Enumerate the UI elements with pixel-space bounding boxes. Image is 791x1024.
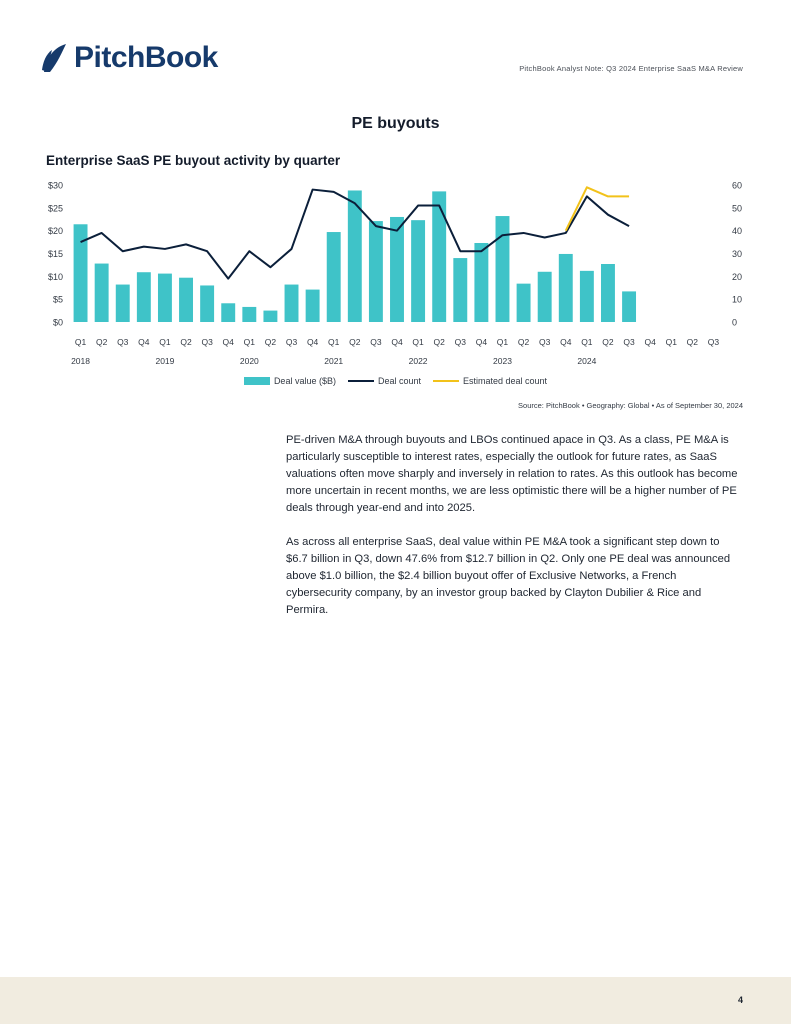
x-tick-label: Q4 xyxy=(222,337,234,347)
x-year-label: 2019 xyxy=(155,356,175,366)
x-year-label: 2021 xyxy=(324,356,344,366)
x-year-label: 2018 xyxy=(71,356,91,366)
section-title: PE buyouts xyxy=(351,115,440,132)
x-tick-label: Q2 xyxy=(264,337,277,347)
page-footer xyxy=(0,977,791,1024)
x-tick-label: Q1 xyxy=(328,337,340,347)
x-tick-label: Q2 xyxy=(433,337,445,347)
y-left-tick-label: $20 xyxy=(47,226,63,237)
bar-deal-value xyxy=(242,307,256,322)
legend-swatch-line xyxy=(348,380,374,382)
legend-label: Estimated deal count xyxy=(463,376,548,386)
legend-swatch-bar xyxy=(244,377,270,385)
x-tick-label: Q3 xyxy=(201,337,213,347)
y-right-tick-label: 40 xyxy=(732,226,743,237)
x-tick-label: Q3 xyxy=(370,337,382,347)
legend-label: Deal value ($B) xyxy=(273,376,336,386)
pitchbook-logo xyxy=(40,40,218,76)
y-right-tick-label: 50 xyxy=(732,203,743,214)
bar-deal-value xyxy=(116,285,130,322)
x-tick-label: Q2 xyxy=(686,337,699,347)
legend-item-deal-count xyxy=(348,376,421,386)
x-tick-label: Q4 xyxy=(475,337,488,347)
x-tick-label: Q1 xyxy=(496,337,509,347)
y-axis-right xyxy=(732,181,742,328)
y-axis-left xyxy=(48,181,63,328)
y-left-tick-label: $15 xyxy=(47,249,63,259)
legend-label: Deal count xyxy=(377,376,421,386)
y-right-tick-label: 0 xyxy=(732,317,738,328)
bar-deal-value xyxy=(622,291,636,322)
x-tick-label: Q4 xyxy=(644,337,656,347)
x-tick-label: Q3 xyxy=(539,337,551,347)
x-tick-label: Q4 xyxy=(560,337,572,347)
buyout-activity-chart xyxy=(0,172,791,372)
chart-legend xyxy=(0,376,791,386)
bar-deal-value xyxy=(538,272,552,322)
bar-deal-value xyxy=(453,258,467,322)
legend-item-deal-value xyxy=(244,376,336,386)
x-tick-label: Q4 xyxy=(391,337,403,347)
y-left-tick-label: $0 xyxy=(52,317,63,328)
x-tick-label: Q2 xyxy=(95,337,108,347)
x-tick-label: Q4 xyxy=(138,337,150,347)
legend-swatch-estimated xyxy=(433,380,459,382)
chart-title: Enterprise SaaS PE buyout activity by quarter xyxy=(46,153,341,168)
x-tick-label: Q1 xyxy=(665,337,677,347)
bar-deal-value xyxy=(390,217,404,322)
header-note: PitchBook Analyst Note: Q3 2024 Enterprise SaaS M&A Review xyxy=(519,64,743,73)
x-tick-label: Q3 xyxy=(285,337,298,347)
bar-deal-value xyxy=(327,232,341,322)
bar-deal-value xyxy=(221,303,235,322)
x-tick-label: Q1 xyxy=(159,337,171,347)
bar-deal-value xyxy=(285,285,299,322)
bar-deal-value xyxy=(601,264,615,322)
body-text xyxy=(286,432,744,636)
bar-deal-value xyxy=(580,271,594,322)
bar-deal-value xyxy=(95,264,109,322)
y-left-tick-label: $5 xyxy=(52,294,63,305)
x-tick-label: Q1 xyxy=(74,337,87,347)
bar-deal-value xyxy=(306,290,320,322)
x-tick-label: Q3 xyxy=(623,337,635,347)
y-left-tick-label: $30 xyxy=(47,180,63,191)
x-tick-label: Q4 xyxy=(306,337,319,347)
paragraph: As across all enterprise SaaS, deal value within PE M&A took a significant step down to $6.7 billion in Q3, down 47.6% from $12.7 billion in Q2. Only one PE deal was announced above $1.0 billion, the $2.4 billion buyout offer of Exclusive Networks, a French cybersecurity company, by an investor group backed by Clayton Dubilier & Rice and Permira. xyxy=(286,536,731,616)
bar-deal-value xyxy=(559,254,573,322)
bar-deal-value xyxy=(179,278,193,322)
x-tick-label: Q1 xyxy=(412,337,424,347)
x-axis-labels xyxy=(71,337,719,366)
x-year-label: 2020 xyxy=(239,356,259,366)
bar-deal-value xyxy=(369,221,383,322)
bar-deal-value xyxy=(432,191,446,322)
pitchbook-leaf-icon xyxy=(40,42,70,74)
chart-source: Source: PitchBook • Geography: Global • As of September 30, 2024 xyxy=(518,401,743,410)
x-tick-label: Q2 xyxy=(517,337,530,347)
x-tick-label: Q1 xyxy=(581,337,593,347)
y-right-tick-label: 10 xyxy=(732,294,743,305)
x-tick-label: Q3 xyxy=(707,337,720,347)
bar-deal-value xyxy=(263,311,277,322)
bar-deal-value xyxy=(474,243,488,322)
x-year-label: 2022 xyxy=(408,356,428,366)
bar-deal-value xyxy=(411,220,425,322)
page-number: 4 xyxy=(737,995,743,1005)
y-right-tick-label: 60 xyxy=(732,180,743,191)
bar-deal-value xyxy=(137,272,151,322)
y-left-tick-label: $25 xyxy=(47,203,63,214)
bar-deal-value xyxy=(200,285,214,322)
bar-deal-value xyxy=(158,274,172,322)
x-tick-label: Q2 xyxy=(349,337,361,347)
y-right-tick-label: 20 xyxy=(732,271,743,282)
x-year-label: 2023 xyxy=(493,356,512,366)
x-tick-label: Q1 xyxy=(243,337,255,347)
x-tick-label: Q2 xyxy=(602,337,614,347)
y-right-tick-label: 30 xyxy=(732,249,743,259)
bar-deal-value xyxy=(496,216,510,322)
bar-deal-value xyxy=(348,190,362,322)
x-year-label: 2024 xyxy=(577,356,597,366)
line-estimated-deal-count xyxy=(566,187,629,230)
x-tick-label: Q2 xyxy=(180,337,192,347)
legend-item-estimated xyxy=(433,376,547,386)
logo-text: PitchBook xyxy=(74,41,218,74)
bar-deal-value xyxy=(517,284,531,322)
x-tick-label: Q3 xyxy=(117,337,129,347)
paragraph: PE-driven M&A through buyouts and LBOs continued apace in Q3. As a class, PE M&A is particularly susceptible to interest rates, especially the outlook for future rates, as SaaS valuations often move sharply and inversely in relation to rates. As this outlook has become more uncertain in recent months, we are less optimistic there will be a higher number of PE deals through year-end and into 2025. xyxy=(286,434,738,514)
x-tick-label: Q3 xyxy=(454,337,466,347)
y-left-tick-label: $10 xyxy=(47,271,63,282)
bar-series xyxy=(74,190,636,322)
